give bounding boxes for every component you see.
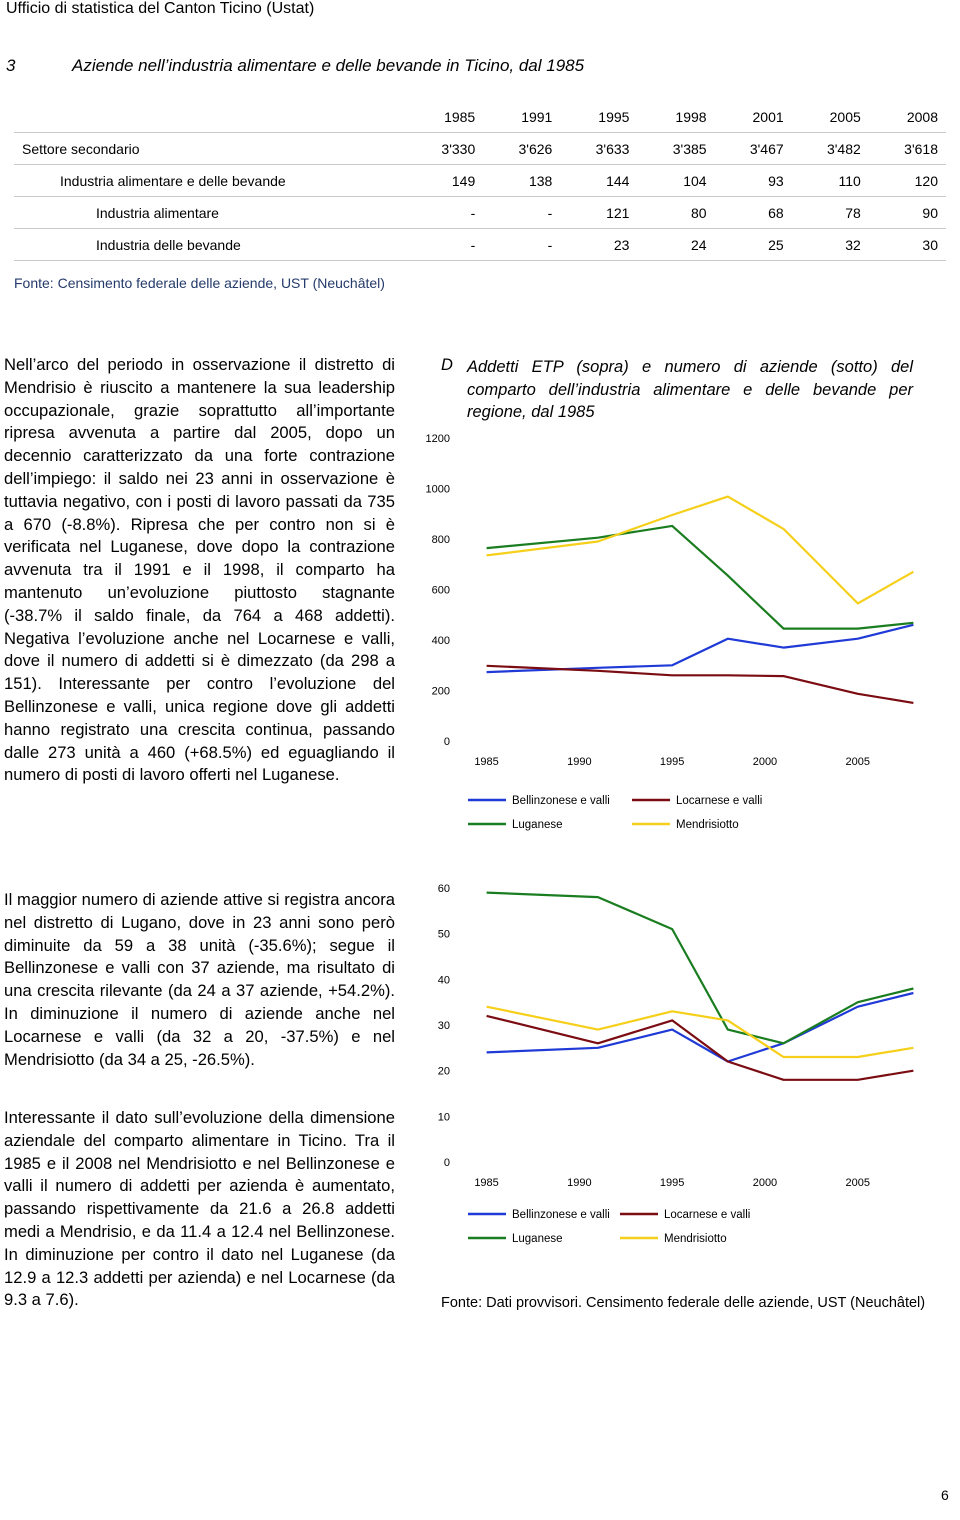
office-header: Ufficio di statistica del Canton Ticino (Ustat) bbox=[6, 0, 315, 17]
row-label: Settore secondario bbox=[14, 133, 406, 165]
cell: 93 bbox=[715, 165, 792, 197]
paragraph-text: Interessante il dato sull’evoluzione della dimensione aziendale del comparto alimentare in Ticino. Tra il 1985 e il 2008 nel Mendrisiotto e nel Bellinzonese e valli il numero di addetti per azienda è aumentato, passando rispettivamente da 21.6 a 26.8 addetti medi a Mendrisio, e da 11.4 a 12.4 nel Bellinzonese. In diminuzione per contro il dato nel Luganese (da 12.9 a 12.3 addetti per azienda) e nel Locarnese (da 9.3 a 7.6). bbox=[4, 1108, 395, 1310]
cell: 3'467 bbox=[715, 133, 792, 165]
paragraph-text: Il maggior numero di aziende attive si registra ancora nel distretto di Lugano, dove in 23 anni sono però diminuite da 59 a 38 unità (-35.6%); segue il Bellinzonese e valli con 37 aziende, ma risultato di una crescita rilevante (da 24 a 37 aziende, +54.2%). In diminuzione il numero di aziende anche nel Locarnese e valli (da 32 a 20, -37.5%) e nel Mendrisiotto (da 34 a 25, -26.5%). bbox=[4, 890, 395, 1069]
y-tick-label: 600 bbox=[431, 584, 450, 597]
table-source: Fonte: Censimento federale delle aziende, UST (Neuchâtel) bbox=[14, 275, 385, 291]
cell: - bbox=[406, 229, 483, 261]
y-tick-label: 40 bbox=[437, 974, 450, 987]
x-tick-label: 2005 bbox=[845, 756, 871, 768]
year-header: 2001 bbox=[715, 101, 792, 133]
y-tick-label: 50 bbox=[437, 928, 450, 941]
legend-label: Locarnese e valli bbox=[664, 1209, 751, 1221]
series-line bbox=[487, 993, 914, 1062]
cell: 90 bbox=[869, 197, 946, 229]
cell: - bbox=[483, 197, 560, 229]
year-header: 1985 bbox=[406, 101, 483, 133]
section-title: Aziende nell’industria alimentare e delle bevande in Ticino, dal 1985 bbox=[72, 56, 585, 75]
companies-chart bbox=[420, 870, 950, 1260]
companies-table bbox=[14, 101, 946, 261]
cell: 24 bbox=[637, 229, 714, 261]
y-tick-label: 400 bbox=[431, 635, 450, 647]
year-header: 1998 bbox=[637, 101, 714, 133]
cell: 68 bbox=[715, 197, 792, 229]
series-line bbox=[487, 625, 914, 672]
figure-source-note: Fonte: Dati provvisori. Censimento federale delle aziende, UST (Neuchâtel) bbox=[441, 1295, 926, 1311]
cell: 120 bbox=[869, 165, 946, 197]
x-tick-label: 2000 bbox=[752, 1177, 778, 1189]
series-line bbox=[487, 1016, 914, 1080]
y-tick-label: 0 bbox=[443, 1157, 450, 1169]
section-number: 3 bbox=[6, 56, 16, 75]
x-tick-label: 1985 bbox=[474, 756, 499, 768]
y-tick-label: 200 bbox=[431, 685, 450, 698]
table-row bbox=[14, 165, 946, 197]
cell: 3'482 bbox=[792, 133, 869, 165]
legend-label: Mendrisiotto bbox=[664, 1233, 727, 1245]
y-tick-label: 10 bbox=[437, 1111, 450, 1124]
legend-label: Luganese bbox=[512, 819, 563, 831]
series-line bbox=[487, 526, 914, 629]
row-label: Industria delle bevande bbox=[14, 229, 406, 261]
page-number: 6 bbox=[941, 1487, 949, 1503]
table-header-row bbox=[14, 101, 946, 133]
cell: 149 bbox=[406, 165, 483, 197]
row-label: Industria alimentare e delle bevande bbox=[14, 165, 406, 197]
x-tick-label: 1985 bbox=[474, 1177, 499, 1189]
y-tick-label: 1000 bbox=[425, 483, 450, 496]
body-paragraph bbox=[4, 354, 395, 787]
table-row bbox=[14, 133, 946, 165]
row-label: Industria alimentare bbox=[14, 197, 406, 229]
figure-title: Addetti ETP (sopra) e numero di aziende (sotto) del comparto dell’industria alimentare e delle bevande per regione, dal 1985 bbox=[467, 358, 913, 421]
y-tick-label: 60 bbox=[437, 883, 450, 895]
cell: 3'626 bbox=[483, 133, 560, 165]
legend-label: Mendrisiotto bbox=[676, 819, 739, 831]
table-header-label bbox=[14, 101, 406, 133]
cell: 104 bbox=[637, 165, 714, 197]
x-tick-label: 1995 bbox=[659, 1177, 685, 1189]
cell: 32 bbox=[792, 229, 869, 261]
cell: - bbox=[483, 229, 560, 261]
y-tick-label: 0 bbox=[443, 736, 450, 748]
legend-label: Bellinzonese e valli bbox=[512, 1209, 610, 1221]
y-tick-label: 30 bbox=[437, 1020, 450, 1032]
figure-letter: D bbox=[441, 356, 453, 374]
cell: 78 bbox=[792, 197, 869, 229]
y-tick-label: 1200 bbox=[425, 433, 450, 445]
cell: 110 bbox=[792, 165, 869, 197]
y-tick-label: 20 bbox=[437, 1065, 450, 1078]
cell: 3'618 bbox=[869, 133, 946, 165]
year-header: 2008 bbox=[869, 101, 946, 133]
cell: 138 bbox=[483, 165, 560, 197]
x-tick-label: 1990 bbox=[567, 1177, 592, 1189]
year-header: 1991 bbox=[483, 101, 560, 133]
year-header: 1995 bbox=[560, 101, 637, 133]
table-row bbox=[14, 229, 946, 261]
cell: 3'385 bbox=[637, 133, 714, 165]
body-paragraph bbox=[4, 1107, 395, 1312]
body-paragraph bbox=[4, 889, 395, 1071]
table-row bbox=[14, 197, 946, 229]
x-tick-label: 1990 bbox=[567, 756, 592, 768]
x-tick-label: 2005 bbox=[845, 1177, 871, 1189]
paragraph-text: Nell’arco del periodo in osservazione il distretto di Mendrisio è riuscito a mantenere la sua leadership occupazionale, grazie soprattutto all’importante ripresa avvenuta a partire dal 2005, dopo un decennio caratterizzato da una forte contrazione dell’impiego: il saldo nei 23 anni in osservazione è tuttavia negativo, con i posti di lavoro passati da 735 a 670 (-8.8%). Ripresa che per contro non si è verificata nel Luganese, dove dopo la contrazione avvenuta tra il 1991 e il 1998, il comparto ha mantenuto un’evoluzione piuttosto stagnante (-38.7% il saldo finale, da 764 a 468 addetti). Negativa l’evoluzione anche nel Locarnese e valli, dove il numero di addetti si è dimezzato (da 298 a 151). Interessante per contro l’evoluzione del Bellinzonese e valli, unica regione dove gli addetti hanno registrato una crescita continua, passando dalle 273 unità a 460 (+68.5%) ed eguagliando il numero di posti di lavoro offerti nel Luganese. bbox=[4, 355, 395, 785]
cell: - bbox=[406, 197, 483, 229]
cell: 3'330 bbox=[406, 133, 483, 165]
legend-label: Locarnese e valli bbox=[676, 795, 763, 807]
legend-label: Luganese bbox=[512, 1233, 563, 1245]
cell: 144 bbox=[560, 165, 637, 197]
cell: 3'633 bbox=[560, 133, 637, 165]
x-tick-label: 1995 bbox=[659, 756, 685, 768]
legend-label: Bellinzonese e valli bbox=[512, 795, 610, 807]
cell: 30 bbox=[869, 229, 946, 261]
cell: 80 bbox=[637, 197, 714, 229]
y-tick-label: 800 bbox=[431, 534, 450, 546]
employees-chart bbox=[420, 420, 950, 840]
cell: 25 bbox=[715, 229, 792, 261]
year-header: 2005 bbox=[792, 101, 869, 133]
cell: 121 bbox=[560, 197, 637, 229]
series-line bbox=[487, 666, 914, 703]
cell: 23 bbox=[560, 229, 637, 261]
x-tick-label: 2000 bbox=[752, 756, 778, 768]
